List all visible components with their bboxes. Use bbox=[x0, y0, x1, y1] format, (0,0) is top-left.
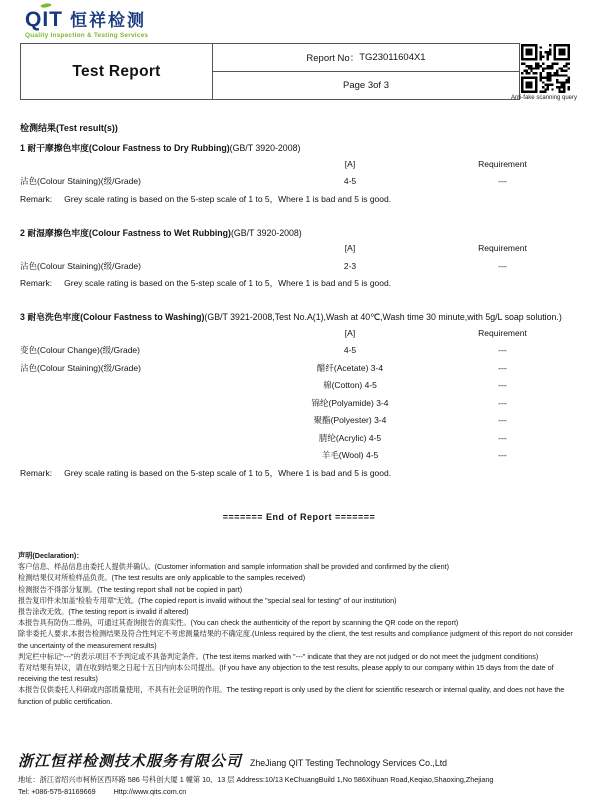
row-requirement: --- bbox=[498, 362, 507, 373]
col-header-a: [A] bbox=[344, 158, 356, 169]
report-title: Test Report bbox=[21, 44, 213, 99]
column-header-row bbox=[20, 324, 578, 342]
row-value: 锦纶(Polyamide) 3-4 bbox=[311, 397, 389, 408]
logo-brand-text: QIT bbox=[25, 8, 63, 31]
section-title bbox=[20, 141, 578, 155]
result-row bbox=[20, 394, 578, 412]
company-footer bbox=[18, 750, 588, 796]
row-label: 变色(Colour Change)(级/Grade) bbox=[20, 345, 140, 356]
report-header-table bbox=[20, 43, 520, 100]
anti-fake-qr-code bbox=[521, 44, 570, 93]
company-name-cn: 浙江恒祥检测技术服务有限公司 bbox=[18, 754, 243, 770]
row-requirement: --- bbox=[498, 450, 507, 461]
row-label: 沾色(Colour Staining)(级/Grade) bbox=[20, 260, 141, 271]
remark-label: Remark: bbox=[20, 467, 53, 478]
col-header-requirement: Requirement bbox=[478, 158, 527, 169]
row-value: 棉(Cotton) 4-5 bbox=[323, 380, 377, 391]
test-results-section bbox=[20, 122, 578, 522]
row-value: 4-5 bbox=[343, 176, 357, 187]
declaration-line: 检测报告不得部分复制。(The testing report shall not be copied in part) bbox=[18, 584, 243, 594]
row-label: 沾色(Colour Staining)(级/Grade) bbox=[20, 176, 141, 187]
result-row bbox=[20, 257, 578, 275]
col-header-requirement: Requirement bbox=[478, 327, 527, 338]
row-requirement: --- bbox=[498, 397, 507, 408]
row-requirement: --- bbox=[498, 415, 507, 426]
remark-label: Remark: bbox=[20, 193, 53, 204]
report-no-value: TG23011604X1 bbox=[359, 51, 426, 63]
company-contact-row bbox=[18, 787, 588, 796]
row-value: 腈纶(Acrylic) 4-5 bbox=[318, 432, 382, 443]
result-section-dry-rubbing bbox=[20, 141, 578, 208]
remark-row bbox=[20, 464, 578, 482]
row-requirement: --- bbox=[498, 345, 507, 356]
result-row bbox=[20, 447, 578, 465]
result-row bbox=[20, 342, 578, 360]
result-row bbox=[20, 377, 578, 395]
section-title-bold: 2 耐湿摩擦色牢度(Colour Fastness to Wet Rubbing) bbox=[20, 227, 231, 238]
company-url: Http://www.qits.com.cn bbox=[113, 786, 187, 796]
row-requirement: --- bbox=[498, 432, 507, 443]
qr-code-icon bbox=[521, 44, 570, 93]
section-title-bold: 3 耐皂洗色牢度(Colour Fastness to Washing) bbox=[20, 312, 205, 322]
qr-caption: Anti-fake scanning query bbox=[510, 95, 578, 101]
section-title bbox=[20, 310, 578, 324]
row-value: 4-5 bbox=[343, 345, 357, 356]
results-heading: 检测结果(Test result(s)) bbox=[20, 123, 118, 133]
report-no-cell bbox=[213, 44, 519, 72]
declaration-line: 报告复印件未加盖"检验专用章"无效。(The copied report is invalid without the "special seal for testing" of our institution) bbox=[18, 595, 397, 605]
declaration-section bbox=[18, 550, 584, 707]
report-no-label: Report No： bbox=[306, 53, 360, 65]
declaration-line: 若对结果有异议，请在收到结果之日起十五日内向本公司提出。(If you have any objection to the test results, please apply to our company within 15 days from the date of receiving the test results) bbox=[18, 663, 554, 684]
column-header-row bbox=[20, 155, 578, 173]
col-header-a: [A] bbox=[344, 243, 356, 254]
row-value: 聚酯(Polyester) 3-4 bbox=[313, 415, 387, 426]
declaration-line: 判定栏中标记"---"的表示项目不予判定或不具备判定条件。(The test items marked with "---" indicate that they are not judged or do not meet the judgment conditions) bbox=[18, 651, 539, 661]
declaration-line: 本报告仅供委托人科研或内部质量使用，不具有社会证明的作用。The testing report is only used by the client for scientific research or internal quality, and does not have the function of public certification. bbox=[18, 685, 565, 706]
section-title-method: (GB/T 3920-2008) bbox=[230, 227, 302, 238]
row-requirement: --- bbox=[498, 260, 507, 271]
row-requirement: --- bbox=[498, 176, 507, 187]
logo-tagline: Quality Inspection & Testing Services bbox=[25, 32, 149, 39]
company-logo bbox=[25, 6, 148, 39]
page-number-cell: Page 3of 3 bbox=[343, 79, 389, 91]
declaration-line: 本报告具有防伪二维码，可通过其查询报告的真实性。(You can check the authenticity of the report by scanning the QR code on the report) bbox=[18, 618, 459, 628]
tel-value: +086-575-81169669 bbox=[31, 786, 96, 796]
tel-line bbox=[18, 787, 96, 796]
row-requirement: --- bbox=[498, 380, 507, 391]
result-row bbox=[20, 429, 578, 447]
column-header-row bbox=[20, 240, 578, 258]
row-value: 羊毛(Wool) 4-5 bbox=[321, 450, 379, 461]
result-row bbox=[20, 359, 578, 377]
section-title-method: (GB/T 3921-2008,Test No.A(1),Wash at 40℃,Wash time 30 minute,with 5g/L soap solution.) bbox=[204, 312, 562, 322]
section-title-method: (GB/T 3920-2008) bbox=[229, 143, 301, 153]
declaration-line: 除非委托人要求,本报告检测结果及符合性判定不考虑测量结果的不确定度.(Unless required by the client, the test results and compliance judgment of this report do not consider the uncertainty of the measurement results) bbox=[18, 629, 573, 650]
remark-row bbox=[20, 275, 578, 293]
col-header-requirement: Requirement bbox=[478, 243, 527, 254]
result-row bbox=[20, 173, 578, 191]
remark-text: Grey scale rating is based on the 5-step scale of 1 to 5，Where 1 is bad and 5 is good. bbox=[64, 278, 392, 289]
company-name-en: ZheJiang QIT Testing Technology Services Co.,Ltd bbox=[250, 758, 448, 768]
section-title bbox=[20, 226, 578, 240]
remark-text: Grey scale rating is based on the 5-step scale of 1 to 5，Where 1 is bad and 5 is good. bbox=[64, 467, 392, 478]
result-section-wet-rubbing bbox=[20, 226, 578, 293]
row-value: 醋纤(Acetate) 3-4 bbox=[316, 362, 384, 373]
row-label: 沾色(Colour Staining)(级/Grade) bbox=[20, 362, 141, 373]
declaration-line: 检测结果仅对所检样品负责。(The test results are only applicable to the samples received) bbox=[18, 573, 306, 583]
company-address: 地址：浙江省绍兴市柯桥区西环路 586 号科创大厦 1 幢第 10、13 层 Address:10/13 KeChuangBuild 1,No 586Xihuan Road,Keqiao,Shaoxing,Zhejiang bbox=[18, 775, 494, 784]
col-header-a: [A] bbox=[344, 327, 356, 338]
declaration-line: 客户信息、样品信息由委托人提供并确认。(Customer information and sample information shall be provided and confirmed by the client) bbox=[18, 562, 449, 572]
remark-label: Remark: bbox=[20, 278, 53, 289]
remark-text: Grey scale rating is based on the 5-step scale of 1 to 5，Where 1 is bad and 5 is good. bbox=[64, 193, 392, 204]
result-row bbox=[20, 412, 578, 430]
declaration-heading: 声明(Declaration)： bbox=[18, 551, 84, 560]
row-value: 2-3 bbox=[343, 260, 357, 271]
end-of-report-marker: ======= End of Report ======= bbox=[222, 511, 376, 522]
tel-label: Tel: bbox=[18, 786, 30, 796]
remark-row bbox=[20, 190, 578, 208]
logo-brand-cn: 恒祥检测 bbox=[70, 11, 146, 30]
result-section-washing bbox=[20, 310, 578, 482]
declaration-line: 报告涂改无效。(The testing report is invalid if altered) bbox=[18, 607, 189, 617]
section-title-bold: 1 耐干摩擦色牢度(Colour Fastness to Dry Rubbing) bbox=[20, 143, 230, 153]
